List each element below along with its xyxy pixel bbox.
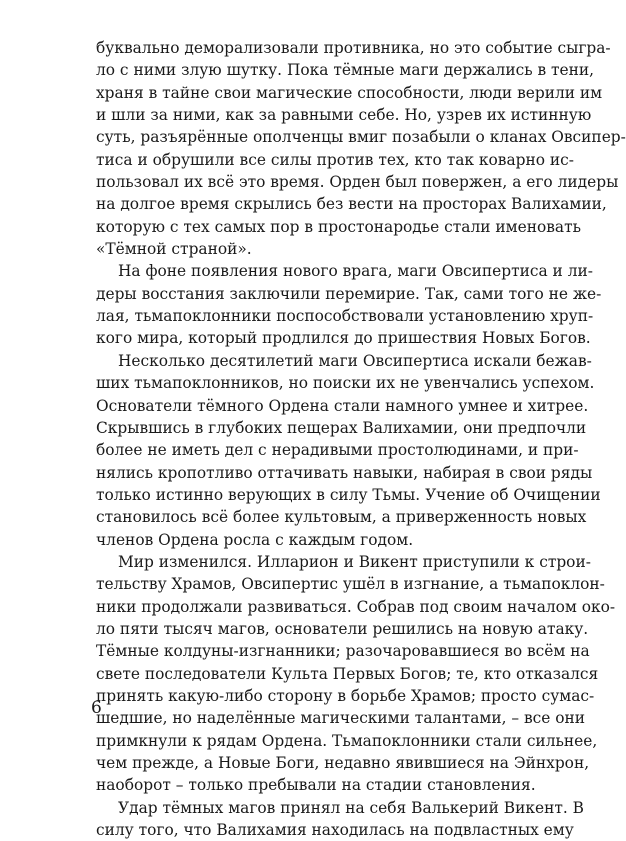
text-line: примкнули к рядам Ордена. Тьмапоклонники стали сильнее,	[96, 731, 598, 750]
text-line: Основатели тёмного Ордена стали намного умнее и хитрее.	[96, 396, 589, 415]
paragraph	[96, 37, 626, 260]
text-line: храня в тайне свои магические способности, люди верили им	[96, 83, 603, 102]
text-line: свете последователи Культа Первых Богов; те, кто отказался	[96, 664, 599, 683]
text-line: становилось всё более культовым, а приверженность новых	[96, 508, 587, 527]
text-line: деры восстания заключили перемирие. Так, сами того не же-	[96, 284, 602, 303]
text-line: только истинно верующих в силу Тьмы. Учение об Очищении	[96, 485, 601, 504]
text-line: буквально деморализовали противника, но это событие сыгра-	[96, 39, 611, 57]
text-line: силу того, что Валихамия находилась на подвластных ему	[96, 821, 574, 840]
text-line: кого мира, который продлился до пришествия Новых Богов.	[96, 329, 591, 348]
text-line: ших тьмапоклонников, но поиски их не увенчались успехом.	[96, 374, 595, 393]
text-line: Мир изменился. Илларион и Викент приступили к строи-	[118, 552, 591, 571]
page-number: 6	[91, 698, 102, 718]
text-line: пользовал их всё это время. Орден был повержен, а его лидеры	[96, 173, 619, 192]
text-line: и шли за ними, как за равными себе. Но, узрев их истинную	[96, 106, 592, 125]
text-line: На фоне появления нового врага, маги Овсипертиса и ли-	[118, 262, 593, 281]
text-line: тельству Храмов, Овсипертис ушёл в изгнание, а тьмапоклон-	[96, 575, 605, 594]
text-line: принять какую-либо сторону в борьбе Храмов; просто сумас-	[96, 686, 595, 705]
text-line: суть, разъярённые ополченцы вмиг позабыли о кланах Овсипер-	[96, 128, 626, 147]
text-line: чем прежде, а Новые Боги, недавно явившиеся на Эйнхрон,	[96, 754, 590, 772]
text-line: тиса и обрушили все силы против тех, кто так коварно ис-	[96, 150, 574, 169]
text-line: шедшие, но наделённые магическими талантами, – все они	[96, 709, 586, 728]
text-line: Тёмные колдуны-изгнанники; разочаровавшиеся во всём на	[96, 642, 590, 661]
text-line: членов Ордена росла с каждым годом.	[96, 530, 414, 549]
paragraph	[96, 797, 584, 841]
text-line: Скрывшись в глубоких пещерах Валихамии, они предпочли	[96, 418, 587, 437]
body-text	[96, 37, 626, 841]
text-line: лая, тьмапоклонники поспособствовали установлению хруп-	[96, 307, 594, 326]
paragraph	[96, 260, 602, 349]
text-line: «Тёмной страной».	[96, 240, 252, 259]
text-line: более не иметь дел с нерадивыми простолюдинами, и при-	[96, 441, 579, 460]
text-line: нялись кропотливо оттачивать навыки, набирая в свои ряды	[96, 463, 593, 482]
text-line: которую с тех самых пор в простонародье стали именовать	[96, 217, 582, 236]
text-line: на долгое время скрылись без вести на просторах Валихамии,	[96, 195, 607, 214]
text-line: ло пяти тысяч магов, основатели решились на новую атаку.	[96, 619, 589, 638]
text-line: Несколько десятилетий маги Овсипертиса искали бежав-	[118, 351, 592, 370]
text-line: ники продолжали развиваться. Собрав под своим началом око-	[96, 597, 616, 616]
text-line: ло с ними злую шутку. Пока тёмные маги держались в тени,	[96, 61, 595, 80]
paragraph	[96, 350, 601, 551]
paragraph	[96, 551, 616, 797]
text-line: Удар тёмных магов принял на себя Валькерий Викент. В	[118, 798, 584, 817]
text-line: наоборот – только пребывали на стадии становления.	[96, 776, 536, 795]
